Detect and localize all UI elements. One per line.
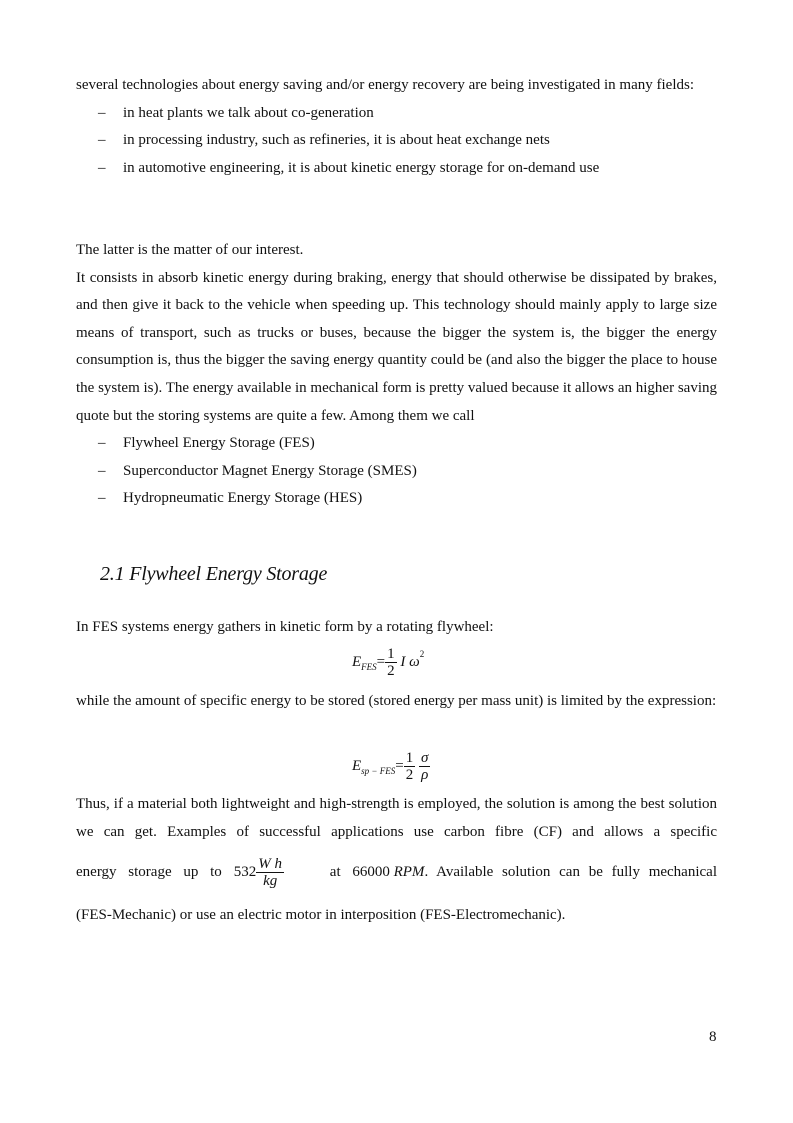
rpm-phrase [330,864,717,881]
eq-denominator: 2 [405,767,414,783]
list-item-text: in automotive engineering, it is about kinetic energy storage for on-demand use [123,159,600,176]
rpm-unit: RPM [393,864,425,880]
list-item [76,458,717,486]
page-number: 8 [709,1029,717,1045]
storage-phrase [76,856,284,889]
bullet-list-2 [76,430,717,513]
bullet-list-1 [76,100,717,183]
text-fragment: energy storage up to [76,864,222,880]
list-item [76,485,717,513]
eq-numerator: σ [420,750,429,766]
eq-equals: = [395,757,404,774]
unit-fraction [256,856,284,889]
intro-paragraph-2: The latter is the matter of our interest. [76,242,304,258]
bullet-dash: – [98,490,106,507]
eq-fraction [385,646,397,679]
interest-block [76,237,717,513]
eq-numerator: 1 [387,646,395,662]
eq-lhs: E [352,757,362,774]
eq-lhs: E [352,653,362,670]
eq-equals: = [376,653,386,670]
eq-subscript: sp − FES [361,765,396,776]
list-item-text: in heat plants we talk about co-generation [123,104,374,121]
list-item [76,100,717,128]
eq-superscript: 2 [419,648,425,659]
list-item [76,127,717,155]
bullet-dash: – [98,159,106,176]
bullet-dash: – [98,462,106,479]
intro-paragraph-3: It consists in absorb kinetic energy during braking, energy that should otherwise be dissipated by brakes, and then give it back to the vehicle when speeding up. This technology should mainly apply to large size means of transport, such as trucks or buses, because the bigger the system is, the bigger the energy consumption is, thus the bigger the saving energy quantity could be (and also the bigger the place to house the system is). The energy available in mechanical form is pretty valued because it allows an higher saving quote but the storing systems are quite a few. Among them we call [76,269,717,424]
list-item-text: Superconductor Magnet Energy Storage (SMES) [123,462,417,479]
list-item [76,155,717,183]
list-item-text: Hydropneumatic Energy Storage (HES) [123,490,363,507]
bullet-dash: – [98,104,106,121]
section-paragraph-4 [76,856,717,889]
unit-numerator: W h [258,856,283,872]
intro-block [76,72,717,182]
equation-specific-energy [352,750,430,783]
eq-fraction [404,750,416,783]
unit-denominator: kg [263,873,278,889]
list-item-text: in processing industry, such as refineries, it is about heat exchange nets [123,132,550,149]
section-paragraph-5: (FES-Mechanic) or use an electric motor in interposition (FES-Electromechanic). [76,907,566,923]
bullet-dash: – [98,435,106,452]
equation-fes-energy [352,646,424,679]
bullet-dash: – [98,132,106,149]
eq-denominator: ρ [421,767,429,783]
eq-denominator: 2 [387,663,395,679]
section-paragraph-1: In FES systems energy gathers in kinetic form by a rotating flywheel: [76,619,494,635]
section-heading: 2.1 Flywheel Energy Storage [100,563,328,585]
text-fragment: at 66000 [329,864,390,880]
list-item [76,430,717,458]
section-paragraph-3: Thus, if a material both lightweight and high-strength is employed, the solution is among the best solution we can get. Examples of successful applications use carbon fibre (CF) and allows a specific [76,796,717,840]
eq-fraction-sigma-rho [419,750,430,783]
text-fragment: . Available solution can be fully mechanical [424,864,717,880]
section-paragraph-2: while the amount of specific energy to be stored (stored energy per mass unit) is limited by the expression: [76,693,717,709]
eq-numerator: 1 [405,750,414,766]
list-item-text: Flywheel Energy Storage (FES) [123,435,315,452]
eq-subscript: FES [361,661,377,672]
eq-rhs: I ω [400,653,420,670]
intro-paragraph-1: several technologies about energy saving and/or energy recovery are being investigated in many fields: [76,77,694,93]
storage-value: 532 [233,864,257,880]
